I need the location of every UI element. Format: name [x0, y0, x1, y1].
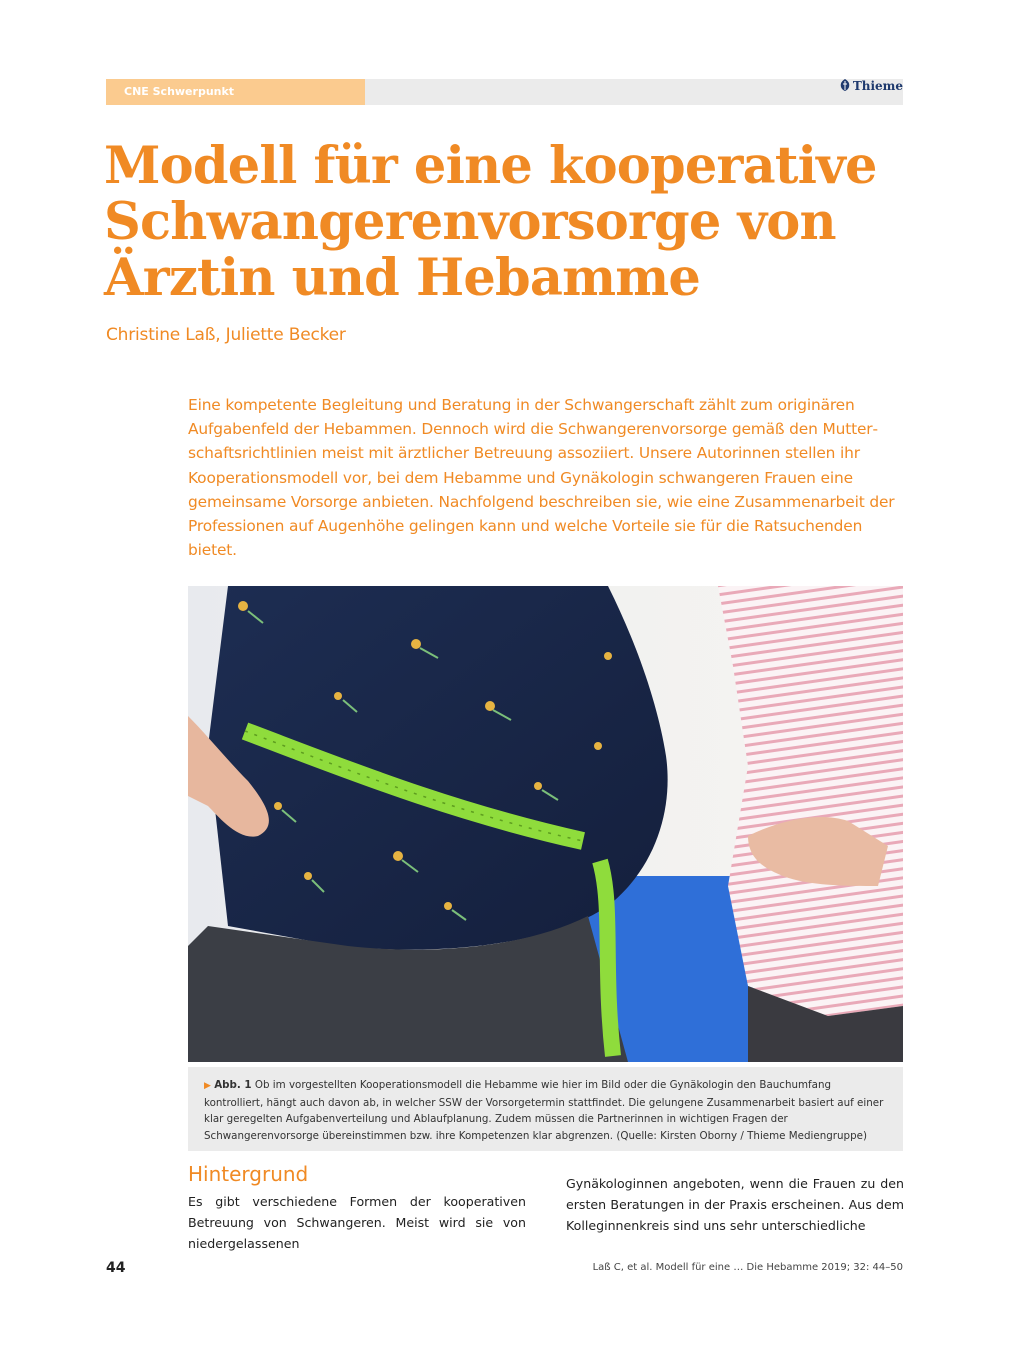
article-lead: Eine kompetente Begleitung und Beratung in der Schwangerschaft zählt zum originären Aufgabenfeld der Hebammen. Dennoch wird die Schwangerenvorsorge gemäß den Mutterschaftsrichtlinien meist mit ärztlicher Betreuung assoziiert. Unsere Autorinnen stellen ihr Kooperationsmodell vor, bei dem Hebamme und Gynäkologin schwangeren Frauen eine gemeinsame Vorsorge anbieten. Nachfolgend beschreiben sie, wie eine Zusammenarbeit der Professionen auf Augenhöhe gelingen kann und welche Vorteile sie für die Ratsuchenden bietet.	[188, 396, 895, 560]
figure-caption	[188, 1067, 903, 1151]
section-heading: Hintergrund	[188, 1162, 309, 1186]
section-tag: CNE Schwerpunkt	[106, 79, 365, 105]
body-column-1: Es gibt verschiedene Formen der kooperativen Betreuung von Schwangeren. Meist wird sie von niedergelassenen	[188, 1194, 526, 1251]
pregnant-belly-measurement-photo	[188, 586, 903, 1062]
publisher-logo	[840, 79, 903, 105]
page-number: 44	[106, 1260, 126, 1276]
thieme-logo-icon	[840, 79, 850, 91]
footer-citation: Laß C, et al. Modell für eine … Die Hebamme 2019; 32: 44–50	[592, 1262, 903, 1273]
figure-caption-text: Ob im vorgestellten Kooperationsmodell die Hebamme wie hier im Bild oder die Gynäkologin den Bauchumfang kontrolliert, hängt auch davon ab, in welcher SSW der Vorsorgetermin stattfindet. Die gelungene Zusammenarbeit basiert auf einer klar geregelten Aufgabenverteilung und Ablaufplanung. Zudem müssen die Partnerinnen in wichtigen Fragen der Schwangerenvorsorge übereinstimmen bzw. ihre Kompetenzen klar abgrenzen. (Quelle: Kirsten Oborny / Thieme Mediengruppe)	[204, 1079, 884, 1142]
body-column-2: Gynäkologinnen angeboten, wenn die Frauen zu den ersten Beratungen in der Praxis erscheinen. Aus dem Kolleginnenkreis sind uns sehr unterschiedliche	[566, 1176, 904, 1233]
publisher-name: Thieme	[852, 79, 903, 93]
figure-photo	[188, 586, 903, 1062]
article-authors: Christine Laß, Juliette Becker	[106, 325, 346, 345]
caption-marker-icon: ▶	[204, 1081, 211, 1091]
article-title: Modell für eine kooperative Schwangerenvorsorge von Ärztin und Hebamme	[104, 136, 877, 308]
figure-label: Abb. 1	[214, 1079, 252, 1091]
